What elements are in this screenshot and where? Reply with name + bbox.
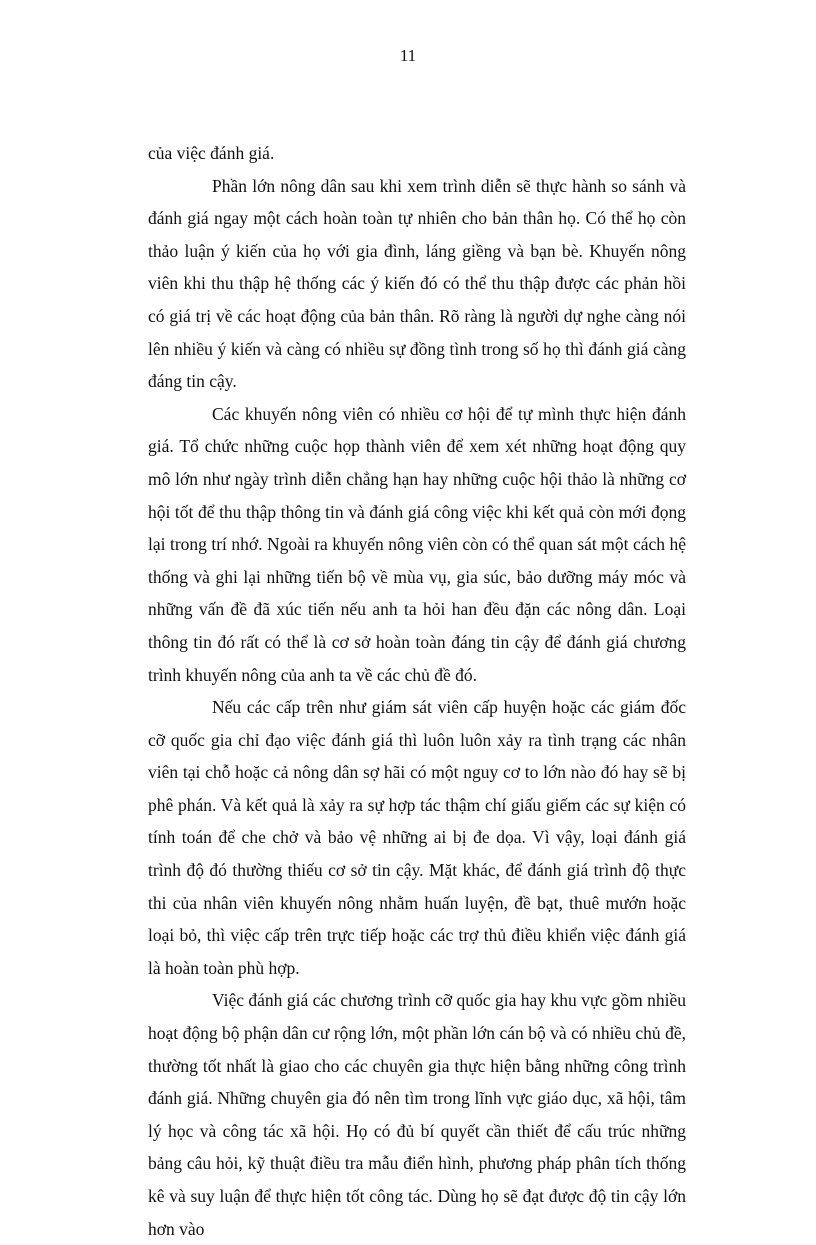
- paragraph: Việc đánh giá các chương trình cỡ quốc gia hay khu vực gồm nhiều hoạt động bộ phận dân cư rộng lớn, một phần lớn cán bộ và có nhiều chủ đề, thường tốt nhất là giao cho các chuyên gia thực hiện bằng những công trình đánh giá. Những chuyên gia đó nên tìm trong lĩnh vực giáo dục, xã hội, tâm lý học và công tác xã hội. Họ có đủ bí quyết cần thiết để cấu trúc những bảng câu hỏi, kỹ thuật điều tra mẫu điển hình, phương pháp phân tích thống kê và suy luận để thực hiện tốt công tác. Dùng họ sẽ đạt được độ tin cậy lớn hơn vào: [148, 990, 686, 1239]
- body-text: [148, 137, 686, 1245]
- page-number: 11: [399, 46, 417, 65]
- paragraph: Các khuyến nông viên có nhiều cơ hội để tự mình thực hiện đánh giá. Tổ chức những cuộc họp thành viên để xem xét những hoạt động quy mô lớn như ngày trình diễn chẳng hạn hay những cuộc hội thảo là những cơ hội tốt để thu thập thông tin và đánh giá công việc khi kết quả còn mới đọng lại trong trí nhớ. Ngoài ra khuyến nông viên còn có thể quan sát một cách hệ thống và ghi lại những tiến bộ về mùa vụ, gia súc, bảo dưỡng máy móc và những vấn đề đã xúc tiến nếu anh ta hỏi han đều đặn các nông dân. Loại thông tin đó rất có thể là cơ sở hoàn toàn đáng tin cậy để đánh giá chương trình khuyến nông của anh ta về các chủ đề đó.: [148, 403, 686, 685]
- paragraph: Nếu các cấp trên như giám sát viên cấp huyện hoặc các giám đốc cỡ quốc gia chỉ đạo việc đánh giá thì luôn luôn xảy ra tình trạng các nhân viên tại chỗ hoặc cả nông dân sợ hãi có một nguy cơ to lớn nào đó hay sẽ bị phê phán. Và kết quả là xảy ra sự hợp tác thậm chí giấu giếm các sự kiện có tính toán để che chở và bảo vệ những ai bị đe dọa. Vì vậy, loại đánh giá trình độ đó thường thiếu cơ sở tin cậy. Mặt khác, để đánh giá trình độ thực thi của nhân viên khuyến nông nhằm huấn luyện, đề bạt, thuê mướn hoặc loại bỏ, thì việc cấp trên trực tiếp hoặc các trợ thủ điều khiển việc đánh giá là hoàn toàn phù hợp.: [148, 697, 686, 978]
- paragraph: Phần lớn nông dân sau khi xem trình diễn sẽ thực hành so sánh và đánh giá ngay một cách hoàn toàn tự nhiên cho bản thân họ. Có thể họ còn thảo luận ý kiến của họ với gia đình, láng giềng và bạn bè. Khuyến nông viên khi thu thập hệ thống các ý kiến đó có thể thu thập được các phản hồi có giá trị về các hoạt động của bản thân. Rõ ràng là người dự nghe càng nói lên nhiều ý kiến và càng có nhiều sự đồng tình trong số họ thì đánh giá càng đáng tin cậy.: [148, 175, 686, 392]
- paragraph: của việc đánh giá.: [148, 143, 275, 163]
